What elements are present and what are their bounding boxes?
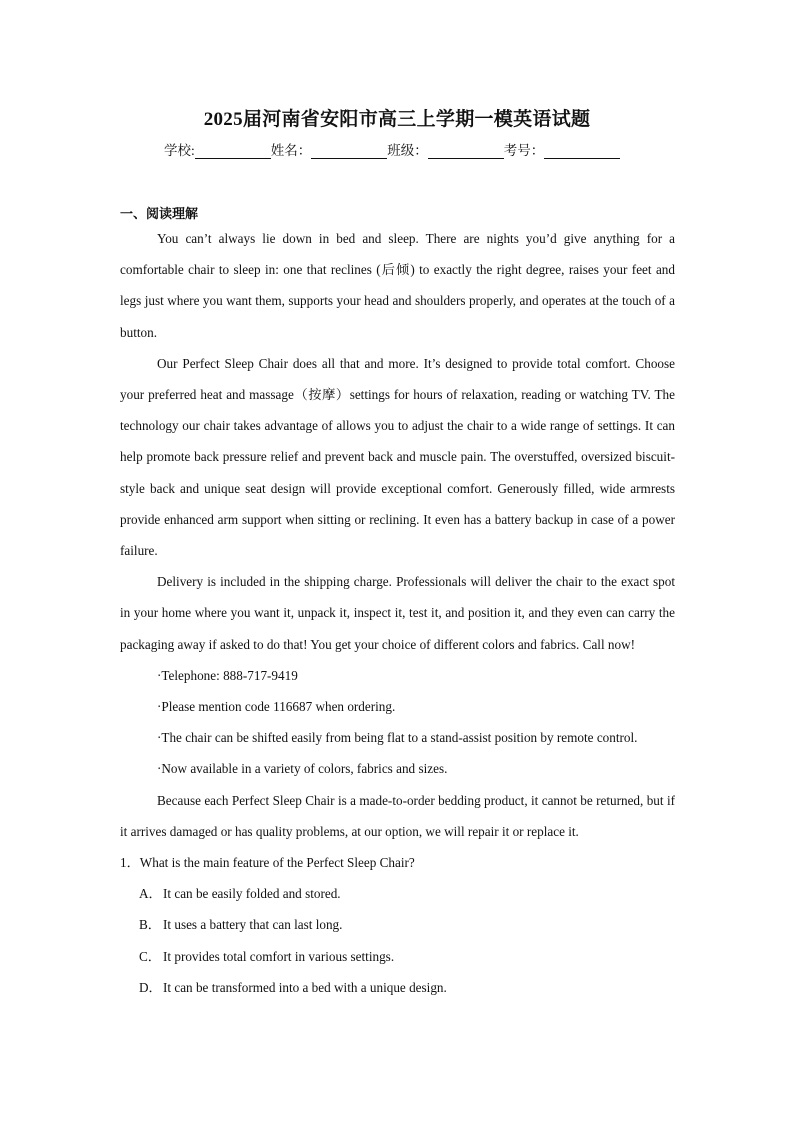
passage-closing: Because each Perfect Sleep Chair is a made-to-order bedding product, it cannot be returned, but if it arrives damaged or has quality problems, at our option, we will repair it or replace it.	[120, 792, 675, 839]
name-label: 姓名：	[270, 143, 312, 158]
option-a	[120, 878, 675, 909]
class-label: 班级：	[387, 143, 428, 158]
school-label: 学校:	[164, 143, 195, 158]
option-letter: A．	[139, 886, 162, 902]
exam-title: 2025届河南省安阳市高三上学期一模英语试题	[203, 109, 591, 130]
passage-paragraph: You can’t always lie down in bed and sleep. There are nights you’d give anything for a comfortable chair to sleep in: one that reclines (后倾) to exactly the right degree, raises your feet and legs just where you want them, supports your head and shoulders properly, and operates at the touch of a button.	[120, 231, 675, 340]
exam-number-blank	[544, 144, 620, 159]
option-letter: C．	[139, 948, 161, 964]
bullet-item: ·Telephone: 888-717-9419	[157, 667, 298, 683]
option-letter: D．	[139, 979, 162, 995]
bullet-item: ·The chair can be shifted easily from being flat to a stand-assist position by remote control.	[157, 730, 638, 746]
option-text: It uses a battery that can last long.	[163, 917, 343, 933]
option-d	[120, 972, 675, 1003]
option-text: It can be easily folded and stored.	[163, 886, 341, 902]
class-blank	[428, 144, 504, 159]
option-text: It provides total comfort in various settings.	[163, 948, 395, 964]
name-blank	[311, 144, 387, 159]
passage-body	[120, 223, 675, 1003]
section-heading: 一、阅读理解	[120, 206, 199, 221]
passage-paragraph: Our Perfect Sleep Chair does all that and more. It’s designed to provide total comfort. Choose your preferred heat and massage（按摩）settings for hours of relaxation, reading or watching TV. The technology our chair takes advantage of allows you to adjust the chair to a wide range of settings. It can help promote back pressure relief and prevent back and muscle pain. The overstuffed, oversized biscuit-style back and unique seat design will provide exceptional comfort. Generously filled, wide armrests provide enhanced arm support when sitting or reclining. It even has a battery backup in case of a power failure.	[120, 355, 675, 559]
bullet-list	[120, 660, 675, 785]
option-text: It can be transformed into a bed with a unique design.	[163, 979, 447, 995]
option-b	[120, 909, 675, 940]
student-info-line	[164, 139, 620, 159]
bullet-item: ·Now available in a variety of colors, fabrics and sizes.	[157, 761, 448, 777]
passage-paragraph: Delivery is included in the shipping charge. Professionals will deliver the chair to the exact spot in your home where you want it, unpack it, inspect it, test it, and position it, and they even can carry the packaging away if asked to do that! You get your choice of different colors and fabrics. Call now!	[120, 574, 675, 652]
answer-options	[120, 878, 675, 1003]
school-blank	[195, 144, 271, 159]
bullet-item: ·Please mention code 116687 when ordering.	[157, 699, 396, 715]
option-c	[120, 941, 675, 972]
question-stem: 1．What is the main feature of the Perfect Sleep Chair?	[120, 855, 415, 871]
option-letter: B．	[139, 917, 161, 933]
exam-number-label: 考号：	[503, 143, 545, 158]
